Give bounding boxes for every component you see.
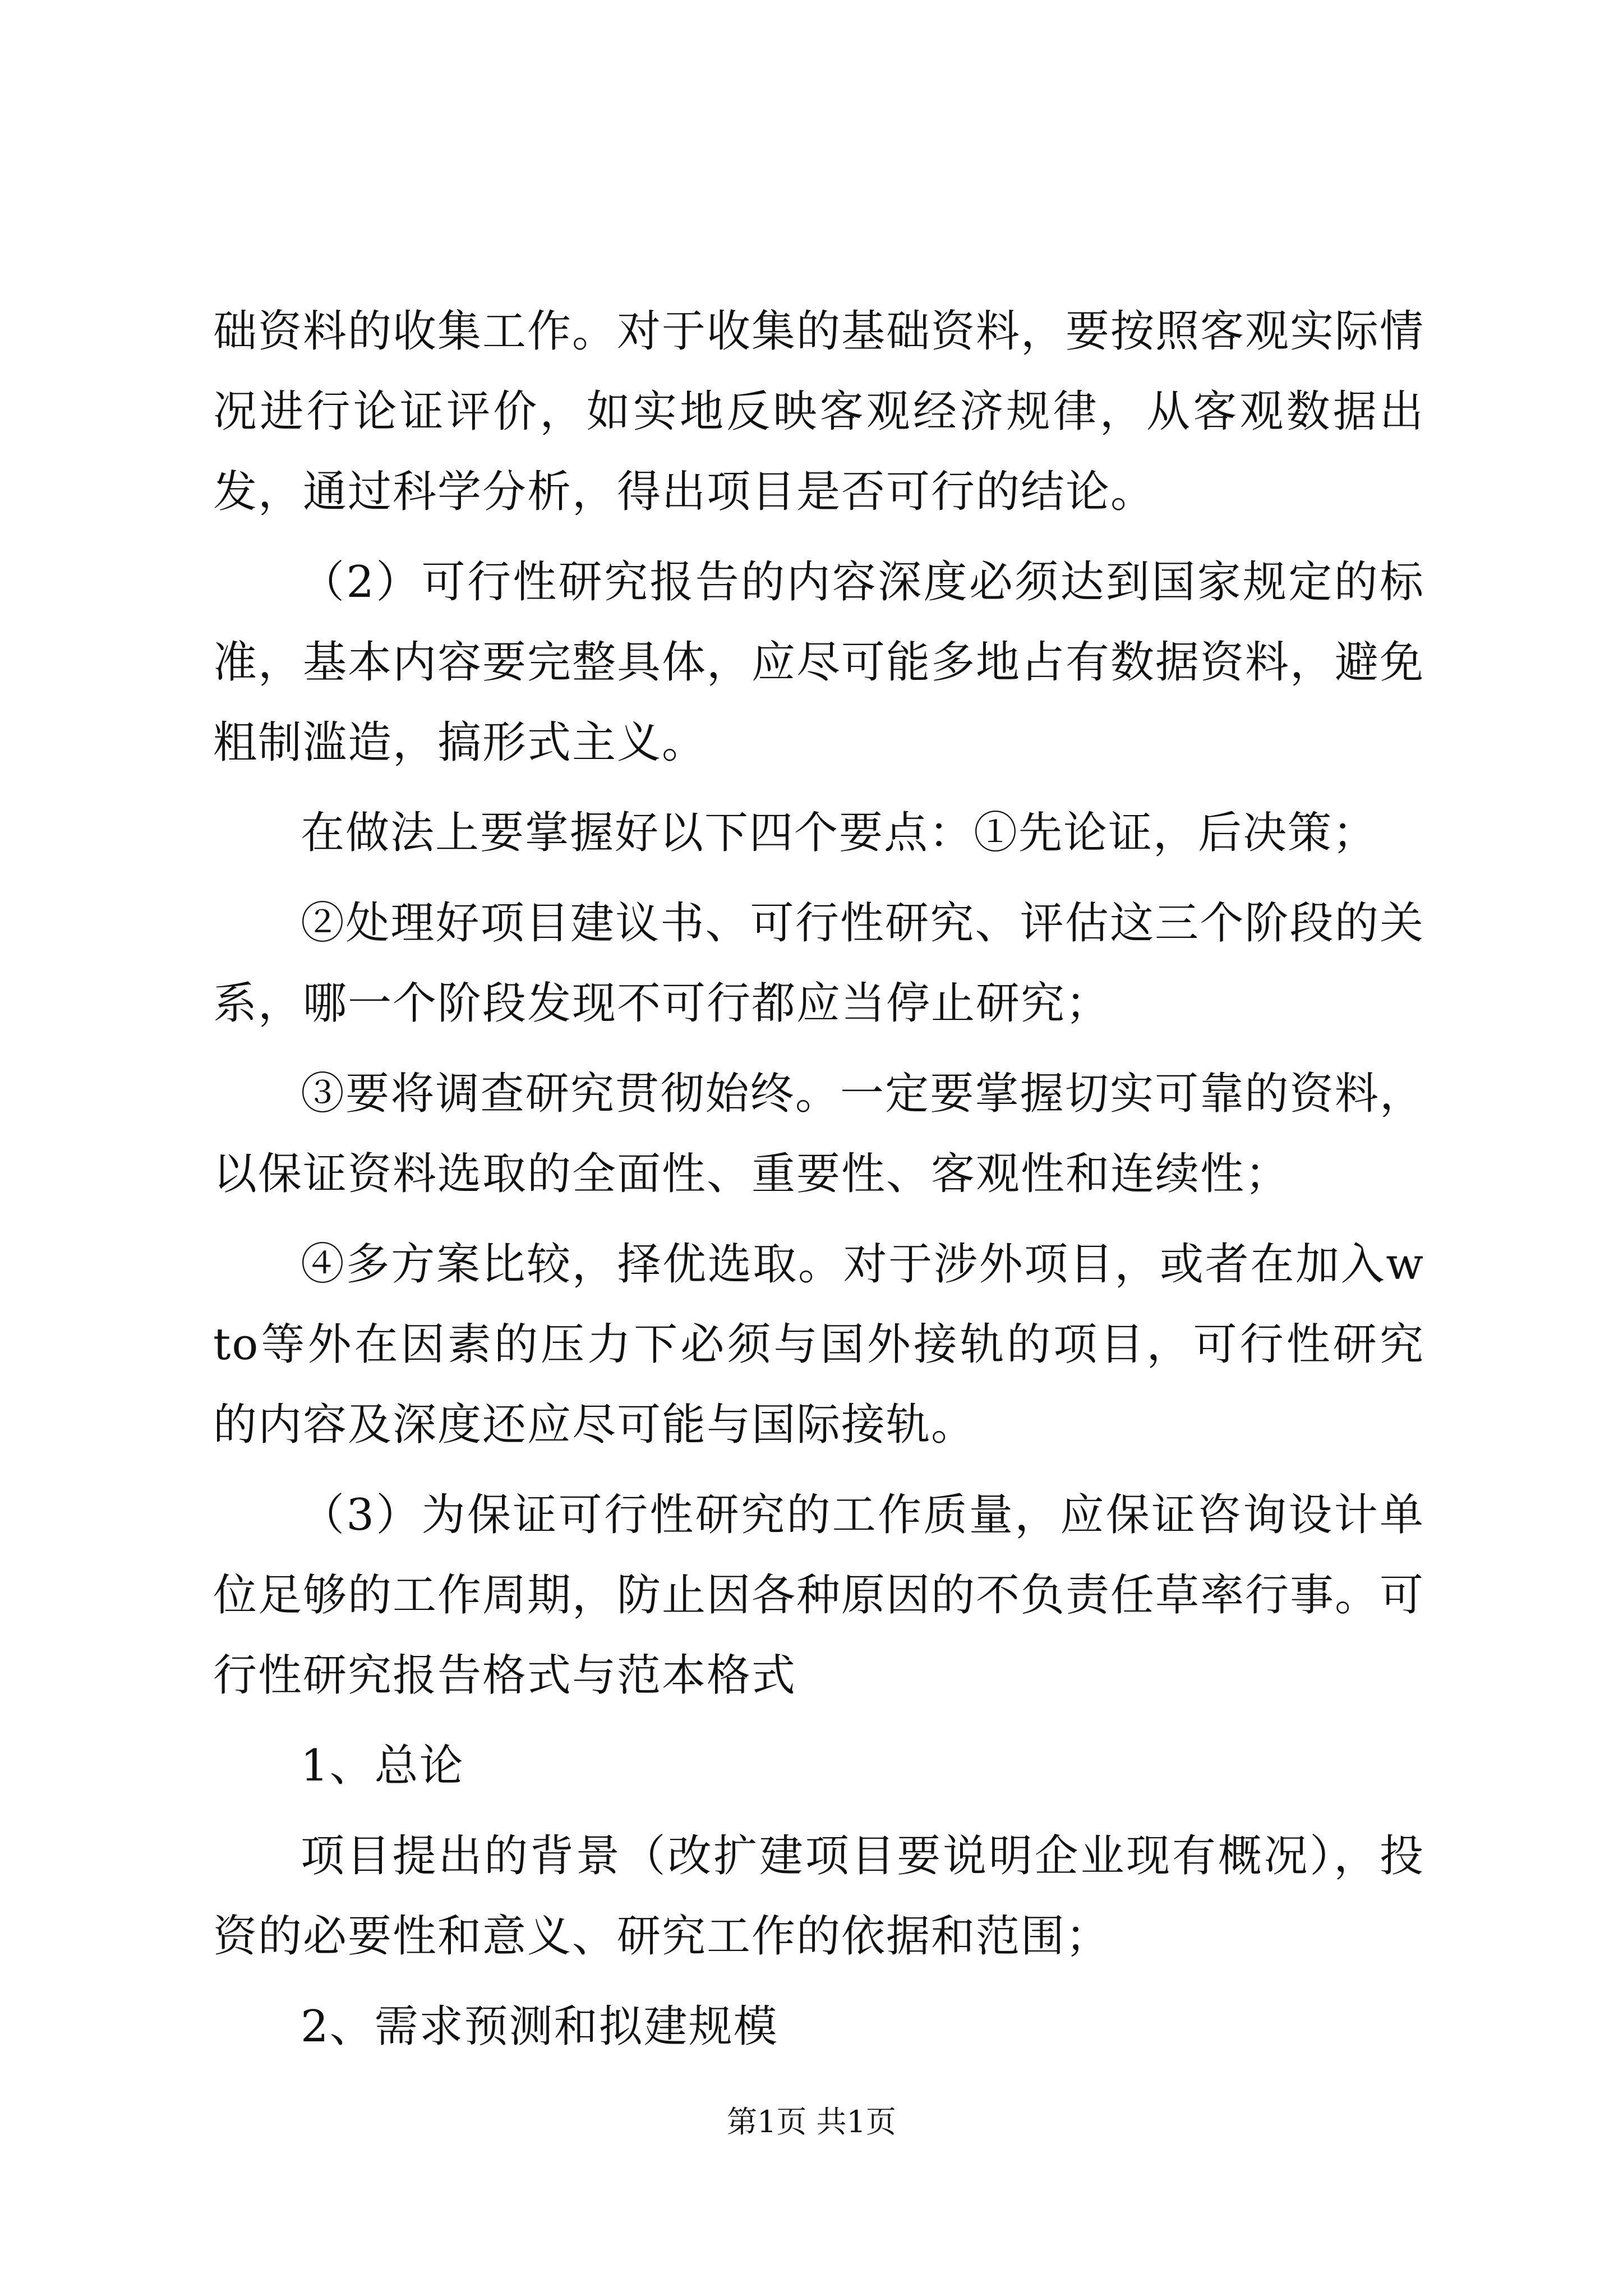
paragraph-7: （3）为保证可行性研究的工作质量，应保证咨询设计单位足够的工作周期，防止因各种原因的不负责任草率行事。可行性研究报告格式与范本格式 <box>213 1490 1425 1701</box>
document-body <box>213 292 1424 2067</box>
paragraph-5: ③要将调查研究贯彻始终。一定要掌握切实可靠的资料，以保证资料选取的全面性、重要性、客观性和连续性； <box>213 1069 1424 1199</box>
paragraph-4: ②处理好项目建议书、可行性研究、评估这三个阶段的关系，哪一个阶段发现不可行都应当停止研究； <box>213 898 1424 1029</box>
paragraph-6: ④多方案比较，择优选取。对于涉外项目，或者在加入wto等外在因素的压力下必须与国外接轨的项目，可行性研究的内容及深度还应尽可能与国际接轨。 <box>213 1239 1424 1450</box>
section-heading-1: 1、总论 <box>301 1741 464 1791</box>
paragraph-1: 础资料的收集工作。对于收集的基础资料，要按照客观实际情况进行论证评价，如实地反映客观经济规律，从客观数据出发，通过科学分析，得出项目是否可行的结论。 <box>213 306 1425 517</box>
paragraph-2: （2）可行性研究报告的内容深度必须达到国家规定的标准，基本内容要完整具体，应尽可能多地占有数据资料，避免粗制滥造，搞形式主义。 <box>213 557 1425 768</box>
paragraph-3: 在做法上要掌握好以下四个要点：①先论证，后决策； <box>301 808 1378 858</box>
section-heading-2: 2、需求预测和拟建规模 <box>301 2001 778 2052</box>
page-footer <box>0 2102 1623 2142</box>
page-number-label: 第1页 共1页 <box>727 2104 896 2139</box>
paragraph-8: 项目提出的背景（改扩建项目要说明企业现有概况），投资的必要性和意义、研究工作的依据和范围； <box>213 1831 1424 1962</box>
